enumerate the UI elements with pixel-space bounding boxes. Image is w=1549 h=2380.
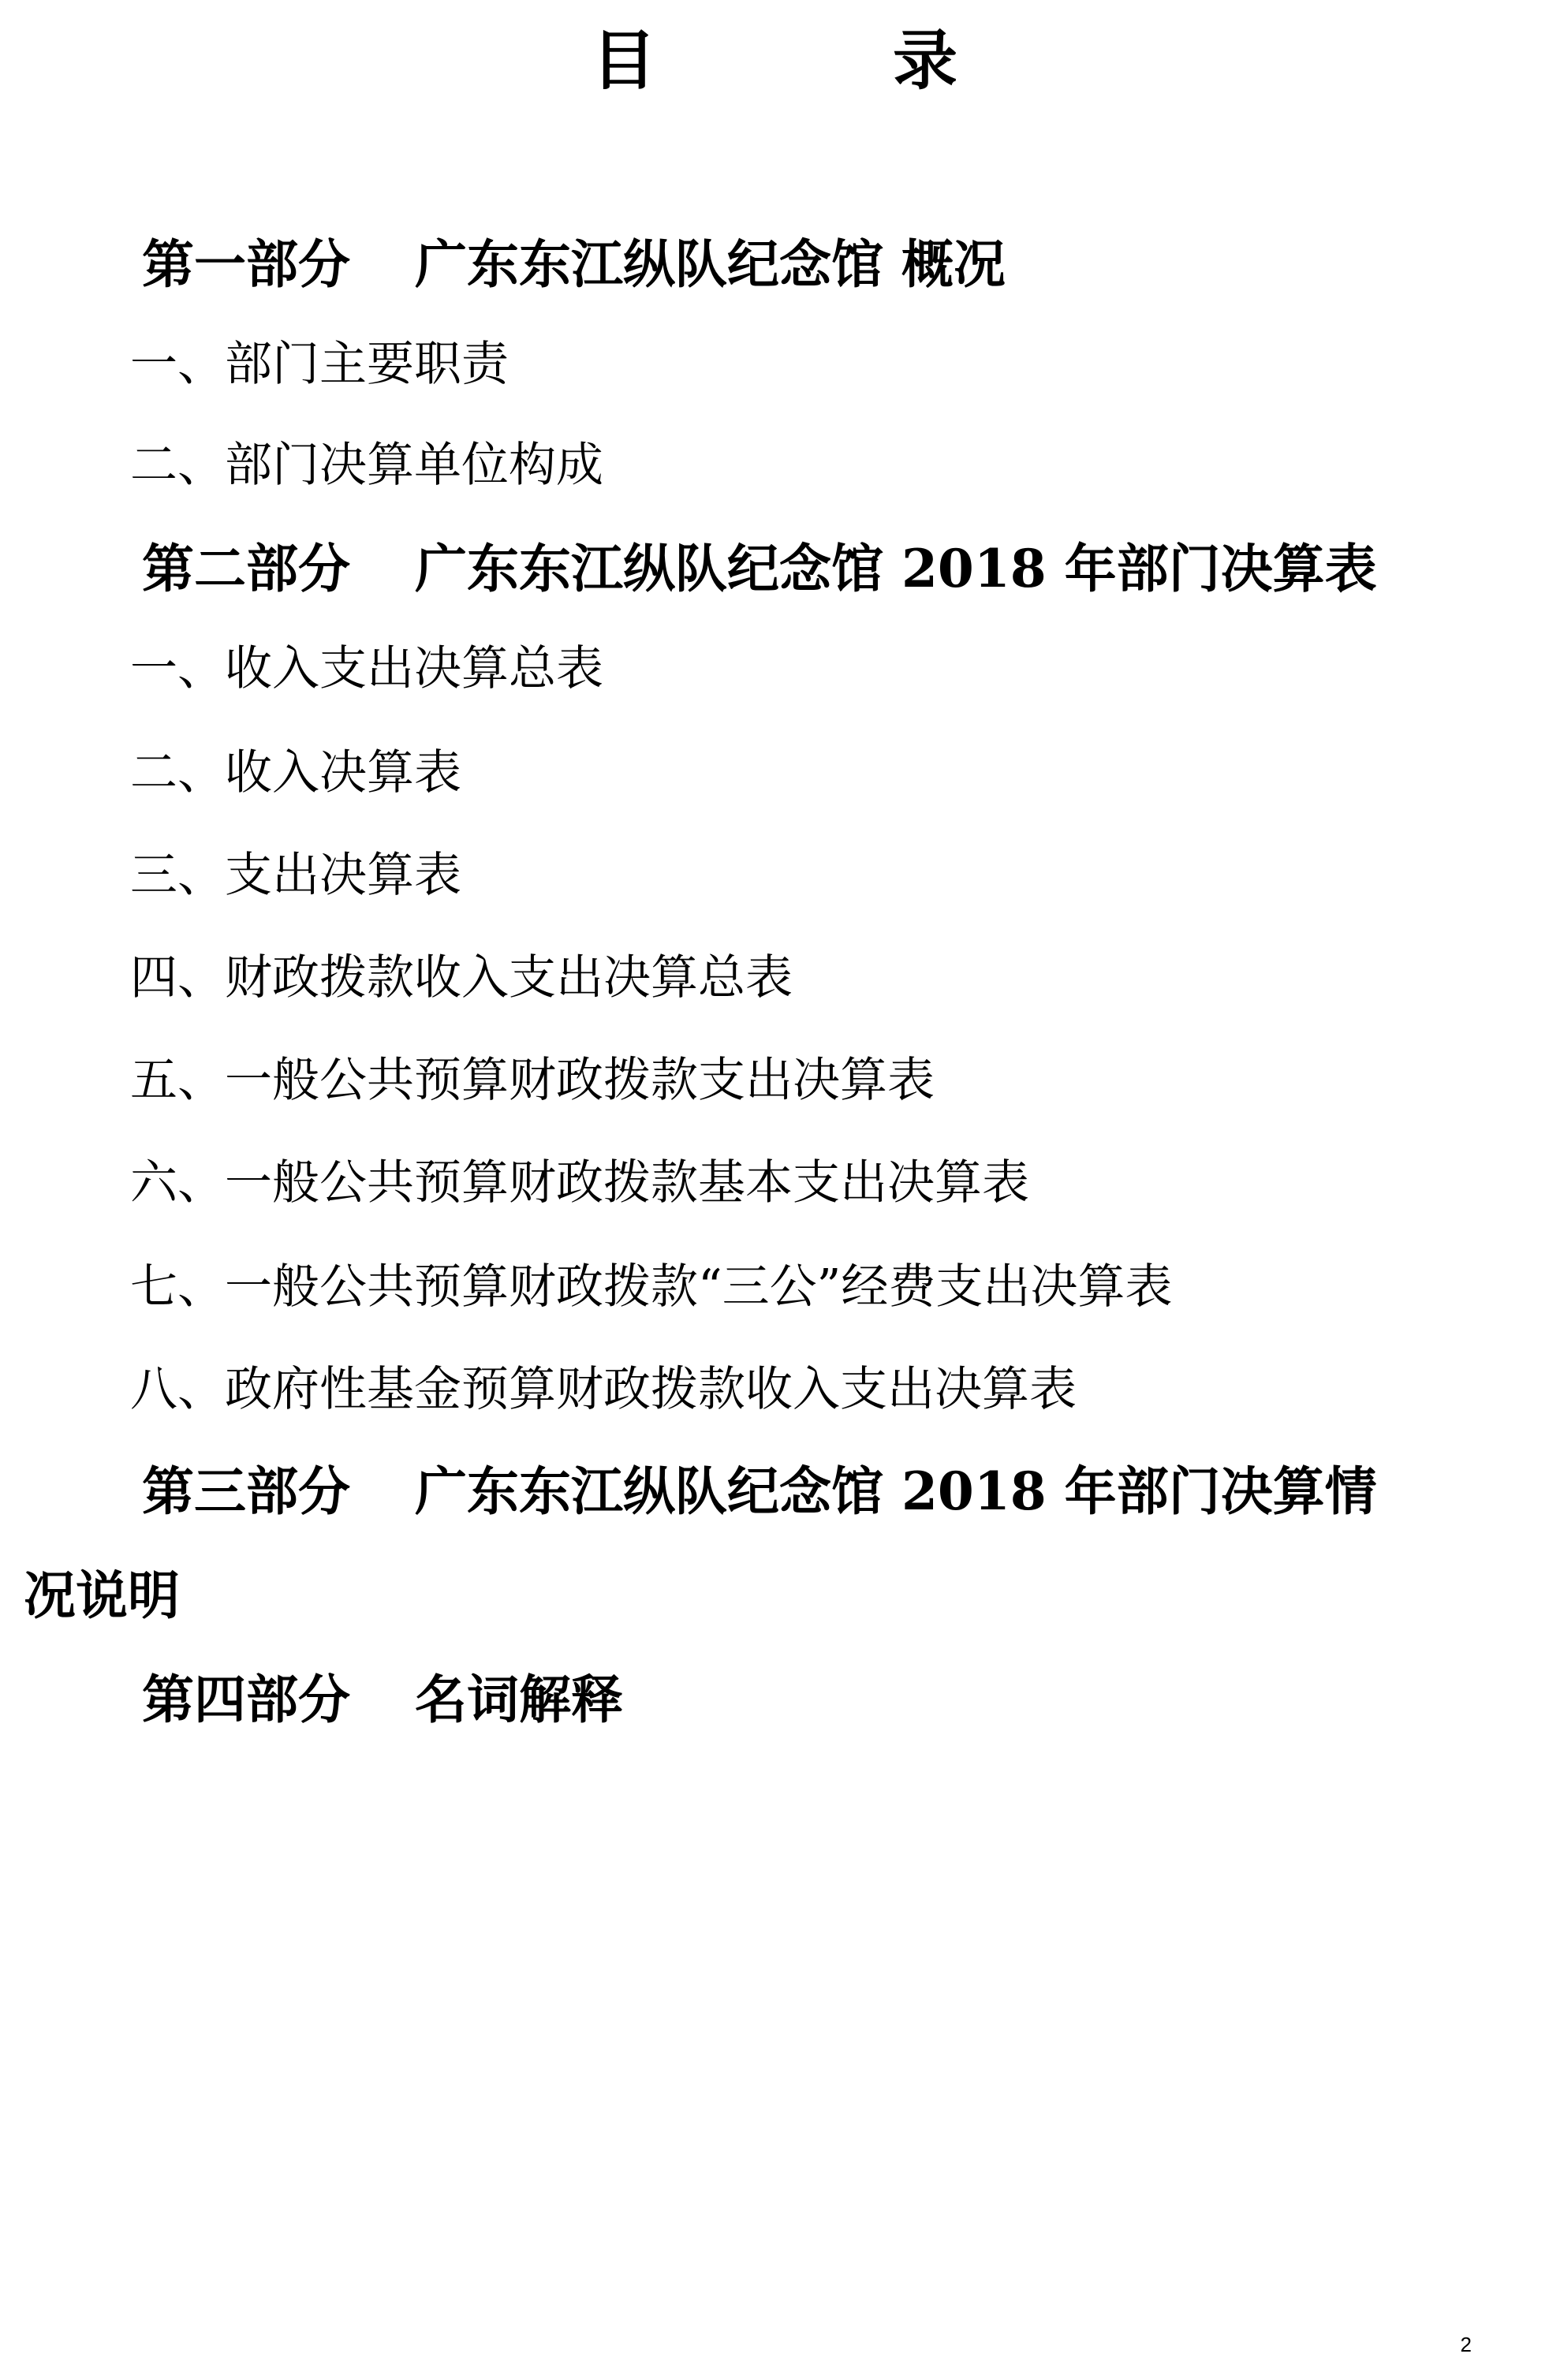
toc-part-3[interactable]	[142, 1456, 1377, 1527]
part-title: 名词解释	[415, 1669, 623, 1730]
toc-item[interactable]: 三、支出决算表	[130, 848, 461, 903]
toc-part-2[interactable]	[142, 533, 1377, 604]
toc-item[interactable]: 五、一般公共预算财政拨款支出决算表	[130, 1053, 935, 1108]
toc-item[interactable]: 二、部门决算单位构成	[130, 438, 603, 493]
toc-part-3-continued[interactable]: 况说明	[24, 1565, 180, 1626]
title-char-2: 录	[893, 23, 958, 99]
toc-item[interactable]: 二、收入决算表	[130, 745, 461, 800]
part-title: 广东东江纵队纪念馆 概况	[415, 233, 1006, 295]
page-number: 2	[1460, 2333, 1472, 2356]
part-number: 第三部分	[142, 1460, 350, 1522]
toc-part-1[interactable]	[142, 229, 1006, 300]
toc-item[interactable]: 一、部门主要职责	[130, 337, 509, 392]
title-char-1: 目	[591, 23, 656, 99]
toc-item[interactable]: 四、财政拨款收入支出决算总表	[130, 950, 793, 1005]
toc-item[interactable]: 六、一般公共预算财政拨款基本支出决算表	[130, 1155, 1029, 1211]
part-title: 广东东江纵队纪念馆 2018 年部门决算表	[415, 538, 1377, 599]
toc-part-4[interactable]	[142, 1664, 623, 1735]
part-title: 广东东江纵队纪念馆 2018 年部门决算情	[415, 1460, 1377, 1522]
toc-item[interactable]: 一、收入支出决算总表	[130, 641, 603, 696]
part-number: 第一部分	[142, 233, 350, 295]
toc-item[interactable]: 七、一般公共预算财政拨款“三公”经费支出决算表	[130, 1259, 1173, 1315]
part-number: 第四部分	[142, 1669, 350, 1730]
toc-item[interactable]: 八、政府性基金预算财政拨款收入支出决算表	[130, 1362, 1077, 1417]
page-title	[0, 17, 1549, 104]
part-number: 第二部分	[142, 538, 350, 599]
